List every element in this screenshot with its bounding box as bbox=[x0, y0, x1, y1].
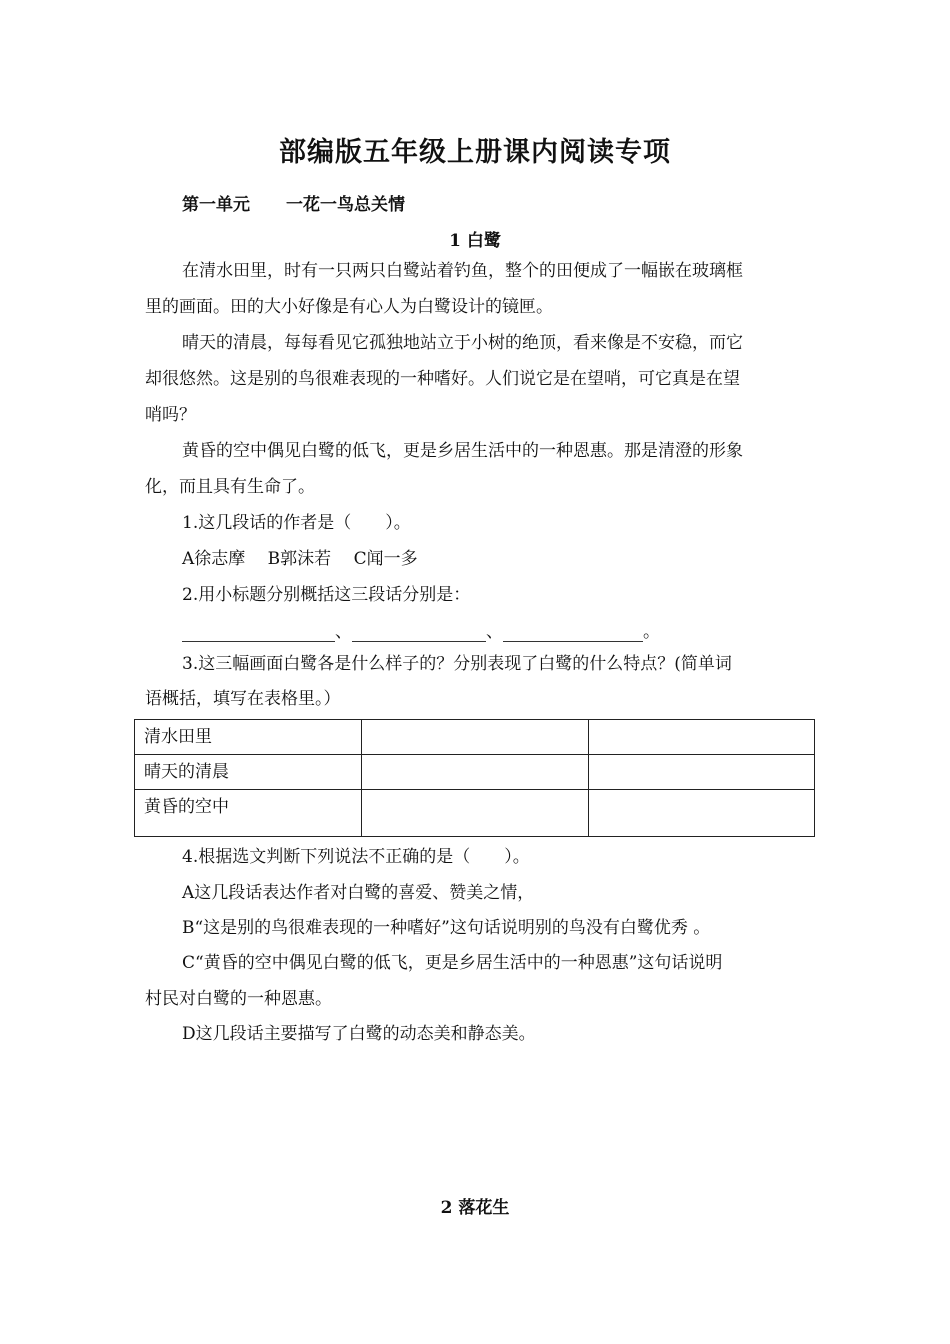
answer-blank-1[interactable] bbox=[182, 623, 335, 642]
question-4-option-c: C“黄昏的空中偶见白鹭的低飞，更是乡居生活中的一种恩惠”这句话说明 bbox=[182, 953, 723, 973]
table-row bbox=[135, 720, 815, 755]
table-cell-scene: 晴天的清晨 bbox=[135, 755, 362, 790]
passage-line: 化，而且具有生命了。 bbox=[145, 477, 315, 497]
answer-blank-2[interactable] bbox=[352, 623, 486, 642]
passage-line: 黄昏的空中偶见白鹭的低飞，更是乡居生活中的一种恩惠。那是清澄的形象 bbox=[182, 441, 743, 461]
passage-line: 里的画面。田的大小好像是有心人为白鹭设计的镜匣。 bbox=[145, 297, 553, 317]
table-cell-answer[interactable] bbox=[589, 720, 815, 755]
table-cell-scene: 清水田里 bbox=[135, 720, 362, 755]
lesson-2-heading: 2 落花生 bbox=[440, 1198, 510, 1218]
answer-table bbox=[134, 719, 815, 837]
question-1-options: A徐志摩 B郭沫若 C闻一多 bbox=[182, 549, 418, 569]
table-cell-answer[interactable] bbox=[362, 755, 589, 790]
question-1: 1.这几段话的作者是（ ）。 bbox=[182, 513, 411, 533]
answer-blank-3[interactable] bbox=[503, 623, 643, 642]
table-cell-answer[interactable] bbox=[589, 790, 815, 837]
passage-line: 哨吗？ bbox=[145, 405, 196, 425]
unit-heading bbox=[182, 190, 405, 215]
blank-separator: 。 bbox=[643, 622, 660, 642]
unit-theme: 一花一鸟总关情 bbox=[286, 195, 405, 215]
table-row bbox=[135, 790, 815, 837]
question-2: 2.用小标题分别概括这三段话分别是： bbox=[182, 585, 471, 605]
lesson-1-heading: 1 白鹭 bbox=[449, 231, 501, 251]
question-4-option-c: 村民对白鹭的一种恩惠。 bbox=[145, 989, 332, 1009]
page-title: 部编版五年级上册课内阅读专项 bbox=[279, 137, 671, 168]
question-3: 3.这三幅画面白鹭各是什么样子的？分别表现了白鹭的什么特点？(简单词 bbox=[182, 654, 732, 674]
passage-line: 在清水田里，时有一只两只白鹭站着钓鱼，整个的田便成了一幅嵌在玻璃框 bbox=[182, 261, 743, 281]
table-cell-answer[interactable] bbox=[362, 720, 589, 755]
blank-separator: 、 bbox=[335, 622, 352, 642]
question-3: 语概括，填写在表格里。） bbox=[145, 689, 341, 709]
table-row bbox=[135, 755, 815, 790]
passage-line: 晴天的清晨，每每看见它孤独地站立于小树的绝顶，看来像是不安稳，而它 bbox=[182, 333, 743, 353]
passage-line: 却很悠然。这是别的鸟很难表现的一种嗜好。人们说它是在望哨，可它真是在望 bbox=[145, 369, 740, 389]
unit-name: 第一单元 bbox=[182, 195, 250, 215]
question-4: 4.根据选文判断下列说法不正确的是（ ）。 bbox=[182, 847, 530, 867]
question-4-option-b: B“这是别的鸟很难表现的一种嗜好”这句话说明别的鸟没有白鹭优秀 。 bbox=[182, 918, 711, 938]
question-4-option-a: A这几段话表达作者对白鹭的喜爱、赞美之情， bbox=[182, 883, 535, 903]
question-2-blanks bbox=[182, 617, 660, 642]
table-cell-answer[interactable] bbox=[589, 755, 815, 790]
table-cell-scene: 黄昏的空中 bbox=[135, 790, 362, 837]
blank-separator: 、 bbox=[486, 622, 503, 642]
question-4-option-d: D这几段话主要描写了白鹭的动态美和静态美。 bbox=[182, 1024, 536, 1044]
table-cell-answer[interactable] bbox=[362, 790, 589, 837]
